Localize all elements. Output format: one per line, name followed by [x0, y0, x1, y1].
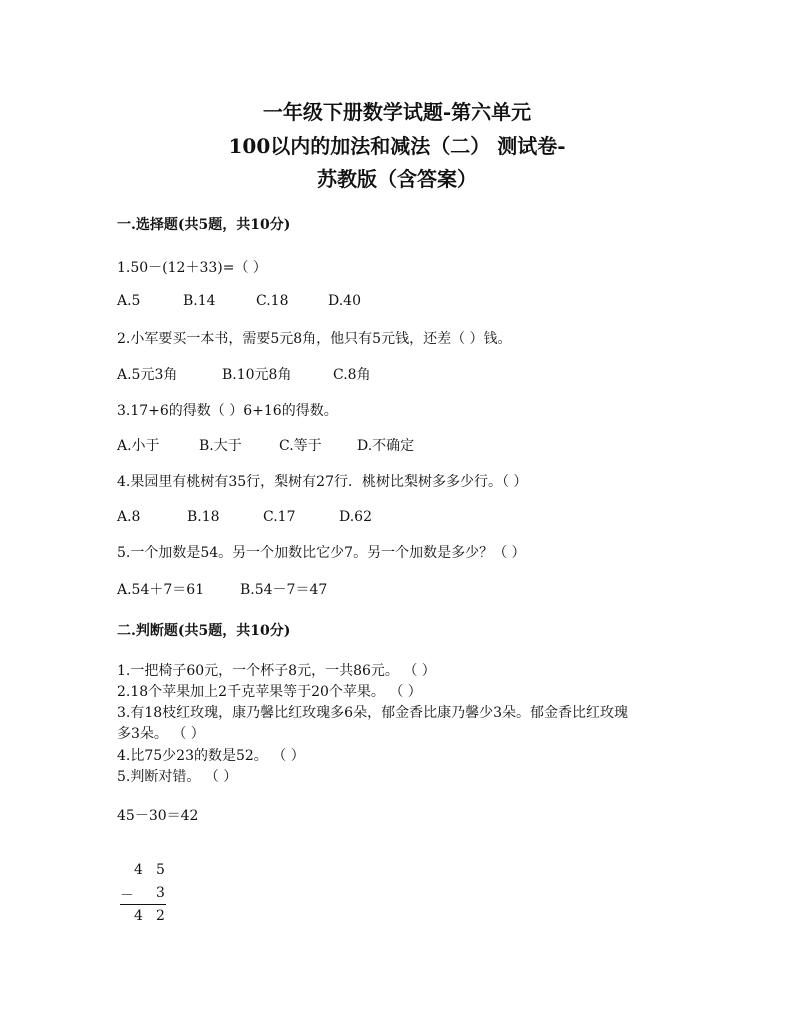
q1-option-c: C.18 [256, 293, 289, 309]
judgement-item-3: 3.有18枝红玫瑰，康乃馨比红玫瑰多6朵，郁金香比康乃馨少3朵。郁金香比红玫瑰 [117, 705, 628, 721]
question-2: 2.小军要买一本书，需要5元8角，他只有5元钱，还差（ ）钱。 [117, 331, 512, 347]
q1-option-d: D.40 [328, 293, 361, 309]
q5-option-b: B.54－7＝47 [240, 582, 328, 598]
vertical-row1-ones: 5 [156, 862, 165, 878]
q3-option-a: A.小于 [117, 438, 160, 454]
q2-option-b: B.10元8角 [222, 367, 292, 383]
q4-option-a: A.8 [117, 509, 141, 525]
judgement-item-2: 2.18个苹果加上2千克苹果等于20个苹果。 （ ） [117, 684, 422, 700]
q2-option-c: C.8角 [333, 367, 371, 383]
vertical-result-tens: 4 [134, 908, 143, 924]
judgement-item-5: 5.判断对错。 （ ） [117, 769, 238, 785]
judgement-item-3-cont: 多3朵。 （ ） [117, 726, 205, 742]
vertical-row1-tens: 4 [134, 862, 143, 878]
judgement-item-4: 4.比75少23的数是52。 （ ） [117, 748, 305, 764]
q4-option-c: C.17 [263, 509, 296, 525]
vertical-divider [120, 904, 166, 905]
q2-option-a: A.5元3角 [117, 367, 178, 383]
question-3: 3.17+6的得数（ ）6+16的得数。 [117, 403, 338, 419]
q1-option-b: B.14 [183, 293, 216, 309]
document-title-line2: 100以内的加法和减法（二） 测试卷- [228, 134, 566, 158]
judgement-item-1: 1.一把椅子60元，一个杯子8元，一共86元。 （ ） [117, 663, 436, 679]
section2-heading: 二.判断题(共5题，共10分) [117, 623, 291, 639]
question-5: 5.一个加数是54。另一个加数比它少7。另一个加数是多少？（ ） [117, 545, 526, 561]
vertical-result-ones: 2 [156, 908, 165, 924]
q5-option-a: A.54＋7＝61 [117, 582, 205, 598]
q3-option-d: D.不确定 [357, 438, 415, 454]
section1-heading: 一.选择题(共5题，共10分) [117, 217, 291, 233]
document-title-line1: 一年级下册数学试题-第六单元 [262, 100, 532, 124]
equation: 45－30＝42 [117, 808, 199, 824]
document-title-line3: 苏教版（含答案） [317, 167, 477, 191]
question-1: 1.50－(12＋33)=（ ） [117, 260, 267, 276]
q1-option-a: A.5 [117, 293, 141, 309]
q4-option-b: B.18 [187, 509, 220, 525]
q4-option-d: D.62 [339, 509, 372, 525]
q3-option-c: C.等于 [279, 438, 322, 454]
vertical-row2-ones: 3 [156, 885, 165, 901]
q3-option-b: B.大于 [199, 438, 242, 454]
vertical-operator: － [120, 888, 134, 904]
question-4: 4.果园里有桃树有35行，梨树有27行．桃树比梨树多多少行。（ ） [117, 474, 528, 490]
